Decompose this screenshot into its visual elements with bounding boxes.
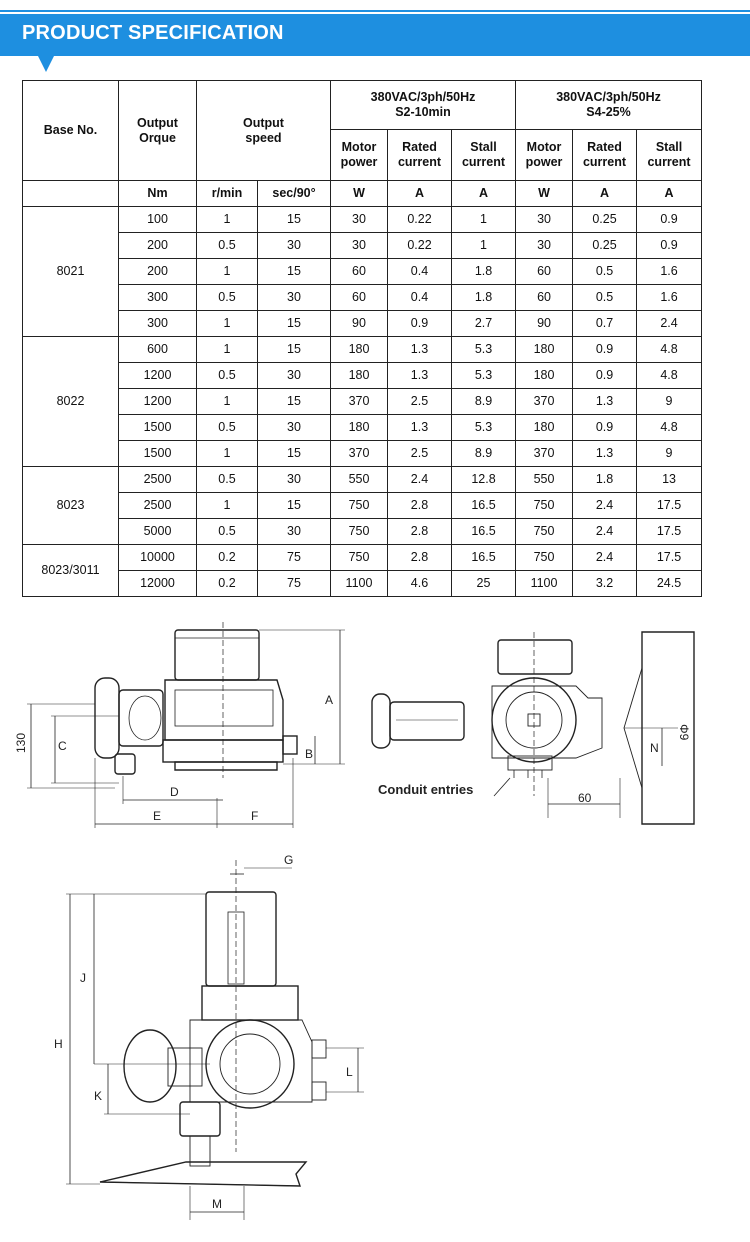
table-cell: 2.8 <box>388 493 452 519</box>
table-cell: 15 <box>258 493 331 519</box>
unit-cell: A <box>573 181 637 207</box>
table-cell: 0.22 <box>388 207 452 233</box>
dim-f-label: F <box>251 809 259 823</box>
table-cell: 2.7 <box>452 311 516 337</box>
table-cell: 1.8 <box>573 467 637 493</box>
table-cell: 1.6 <box>637 285 702 311</box>
unit-cell: sec/90° <box>258 181 331 207</box>
table-cell: 0.9 <box>573 337 637 363</box>
table-cell: 0.5 <box>197 519 258 545</box>
dim-m-label: M <box>212 1197 222 1211</box>
table-row <box>23 467 702 493</box>
table-cell: 15 <box>258 207 331 233</box>
table-cell: 25 <box>452 571 516 597</box>
table-cell: 15 <box>258 441 331 467</box>
table-cell: 180 <box>516 337 573 363</box>
table-cell: 2.5 <box>388 441 452 467</box>
table-cell: 0.9 <box>637 207 702 233</box>
table-cell: 13 <box>637 467 702 493</box>
unit-cell: A <box>637 181 702 207</box>
table-cell: 9 <box>637 441 702 467</box>
dim-b-label: B <box>305 747 314 761</box>
table-cell: 200 <box>119 259 197 285</box>
table-row <box>23 415 702 441</box>
units-cell-empty <box>23 181 119 207</box>
table-cell: 370 <box>331 389 388 415</box>
dim-60-label: 60 <box>578 791 592 805</box>
table-cell: 1 <box>197 259 258 285</box>
table-cell: 1 <box>197 337 258 363</box>
header-motor-power: Motor power <box>331 130 388 181</box>
dim-130-label: 130 <box>15 732 28 753</box>
table-cell: 15 <box>258 259 331 285</box>
side-view-drawing <box>15 618 355 836</box>
table-cell: 0.5 <box>197 363 258 389</box>
table-cell: 2.4 <box>388 467 452 493</box>
table-cell: 15 <box>258 389 331 415</box>
table-row <box>23 493 702 519</box>
header-motor-power: Motor power <box>516 130 573 181</box>
dim-j-label: J <box>80 971 86 985</box>
table-cell: 0.9 <box>573 363 637 389</box>
table-cell: 60 <box>516 259 573 285</box>
table-cell: 17.5 <box>637 493 702 519</box>
table-cell: 5.3 <box>452 363 516 389</box>
table-cell: 1.8 <box>452 285 516 311</box>
table-cell: 180 <box>516 415 573 441</box>
table-cell: 300 <box>119 285 197 311</box>
dim-phi-label: Φ9 <box>677 724 691 741</box>
table-cell: 1 <box>197 493 258 519</box>
table-cell: 550 <box>331 467 388 493</box>
table-cell: 0.7 <box>573 311 637 337</box>
table-cell: 0.9 <box>573 415 637 441</box>
spec-table <box>22 80 702 597</box>
table-cell: 60 <box>331 285 388 311</box>
table-cell: 5.3 <box>452 415 516 441</box>
table-cell: 4.8 <box>637 415 702 441</box>
table-cell: 75 <box>258 571 331 597</box>
base-no-cell: 8022 <box>23 337 119 467</box>
table-cell: 0.25 <box>573 207 637 233</box>
table-cell: 180 <box>331 337 388 363</box>
table-cell: 30 <box>516 207 573 233</box>
table-cell: 16.5 <box>452 545 516 571</box>
table-cell: 1.3 <box>388 363 452 389</box>
table-cell: 8.9 <box>452 441 516 467</box>
table-row <box>23 259 702 285</box>
table-cell: 750 <box>331 519 388 545</box>
dim-g-label: G <box>284 853 294 867</box>
table-row <box>23 545 702 571</box>
table-cell: 1200 <box>119 389 197 415</box>
table-cell: 750 <box>516 519 573 545</box>
table-cell: 370 <box>516 389 573 415</box>
dim-c-label: C <box>58 739 67 753</box>
table-cell: 1 <box>197 389 258 415</box>
table-row <box>23 363 702 389</box>
table-cell: 1500 <box>119 415 197 441</box>
table-cell: 1.3 <box>388 337 452 363</box>
table-cell: 75 <box>258 545 331 571</box>
section-title: PRODUCT SPECIFICATION <box>22 22 284 44</box>
table-cell: 30 <box>258 285 331 311</box>
table-cell: 1 <box>197 311 258 337</box>
dim-e-label: E <box>153 809 162 823</box>
table-cell: 370 <box>331 441 388 467</box>
banner-pointer <box>38 56 54 72</box>
table-cell: 30 <box>258 415 331 441</box>
table-cell: 0.5 <box>573 259 637 285</box>
table-cell: 180 <box>331 415 388 441</box>
table-row <box>23 285 702 311</box>
header-group-s4: 380VAC/3ph/50Hz S4-25% <box>516 81 702 130</box>
table-cell: 30 <box>258 363 331 389</box>
table-cell: 2.8 <box>388 545 452 571</box>
table-cell: 600 <box>119 337 197 363</box>
table-row <box>23 441 702 467</box>
table-row <box>23 389 702 415</box>
dim-k-label: K <box>94 1089 103 1103</box>
spec-table-body <box>23 207 702 597</box>
table-cell: 0.2 <box>197 571 258 597</box>
table-cell: 4.8 <box>637 363 702 389</box>
table-cell: 2.4 <box>573 519 637 545</box>
conduit-entries-label: Conduit entries <box>378 782 474 797</box>
table-cell: 30 <box>258 467 331 493</box>
header-rated-current: Rated current <box>573 130 637 181</box>
table-cell: 2.4 <box>637 311 702 337</box>
table-cell: 15 <box>258 311 331 337</box>
table-cell: 5000 <box>119 519 197 545</box>
unit-cell: W <box>516 181 573 207</box>
table-cell: 180 <box>331 363 388 389</box>
table-cell: 200 <box>119 233 197 259</box>
unit-cell: r/min <box>197 181 258 207</box>
table-cell: 1.6 <box>637 259 702 285</box>
table-cell: 12000 <box>119 571 197 597</box>
table-cell: 0.4 <box>388 259 452 285</box>
units-row <box>23 181 702 207</box>
table-cell: 3.2 <box>573 571 637 597</box>
dim-n-label: N <box>650 741 659 755</box>
table-cell: 0.5 <box>197 233 258 259</box>
base-no-cell: 8023 <box>23 467 119 545</box>
table-cell: 8.9 <box>452 389 516 415</box>
table-cell: 90 <box>331 311 388 337</box>
table-cell: 17.5 <box>637 519 702 545</box>
table-cell: 750 <box>516 493 573 519</box>
table-cell: 2.4 <box>573 493 637 519</box>
table-cell: 4.8 <box>637 337 702 363</box>
table-cell: 1 <box>452 233 516 259</box>
table-row <box>23 519 702 545</box>
table-cell: 750 <box>331 493 388 519</box>
table-cell: 1 <box>197 441 258 467</box>
dim-d-label: D <box>170 785 179 799</box>
table-cell: 30 <box>258 519 331 545</box>
table-row <box>23 233 702 259</box>
table-cell: 100 <box>119 207 197 233</box>
section-banner <box>0 14 750 56</box>
table-cell: 15 <box>258 337 331 363</box>
table-cell: 1200 <box>119 363 197 389</box>
table-cell: 4.6 <box>388 571 452 597</box>
table-cell: 30 <box>258 233 331 259</box>
table-cell: 370 <box>516 441 573 467</box>
table-cell: 1 <box>452 207 516 233</box>
table-cell: 1.3 <box>573 441 637 467</box>
table-cell: 30 <box>331 207 388 233</box>
table-cell: 24.5 <box>637 571 702 597</box>
table-cell: 2.8 <box>388 519 452 545</box>
table-cell: 12.8 <box>452 467 516 493</box>
table-cell: 10000 <box>119 545 197 571</box>
table-cell: 0.5 <box>197 467 258 493</box>
table-cell: 750 <box>331 545 388 571</box>
unit-cell: A <box>388 181 452 207</box>
unit-cell: W <box>331 181 388 207</box>
header-output-orque: Output Orque <box>119 81 197 181</box>
front-view-drawing <box>362 628 712 828</box>
table-cell: 17.5 <box>637 545 702 571</box>
table-cell: 90 <box>516 311 573 337</box>
table-cell: 750 <box>516 545 573 571</box>
table-cell: 300 <box>119 311 197 337</box>
table-cell: 0.5 <box>197 415 258 441</box>
dim-a-label: A <box>325 693 334 707</box>
table-row <box>23 207 702 233</box>
unit-cell: A <box>452 181 516 207</box>
table-cell: 0.2 <box>197 545 258 571</box>
table-cell: 1.3 <box>573 389 637 415</box>
table-cell: 16.5 <box>452 493 516 519</box>
table-cell: 5.3 <box>452 337 516 363</box>
dim-l-label: L <box>346 1065 353 1079</box>
header-base-no: Base No. <box>23 81 119 181</box>
table-row <box>23 571 702 597</box>
table-cell: 30 <box>516 233 573 259</box>
unit-cell: Nm <box>119 181 197 207</box>
table-cell: 16.5 <box>452 519 516 545</box>
table-cell: 0.22 <box>388 233 452 259</box>
table-cell: 0.5 <box>197 285 258 311</box>
base-no-cell: 8021 <box>23 207 119 337</box>
table-cell: 9 <box>637 389 702 415</box>
header-group-s2: 380VAC/3ph/50Hz S2-10min <box>331 81 516 130</box>
table-cell: 2500 <box>119 493 197 519</box>
top-view-drawing <box>40 852 380 1224</box>
table-cell: 1 <box>197 207 258 233</box>
header-stall-current: Stall current <box>452 130 516 181</box>
table-cell: 1500 <box>119 441 197 467</box>
table-cell: 180 <box>516 363 573 389</box>
table-cell: 0.5 <box>573 285 637 311</box>
base-no-cell: 8023/3011 <box>23 545 119 597</box>
table-cell: 60 <box>516 285 573 311</box>
table-cell: 1100 <box>331 571 388 597</box>
banner-top-line <box>0 10 750 12</box>
table-cell: 30 <box>331 233 388 259</box>
table-cell: 0.4 <box>388 285 452 311</box>
table-cell: 1.3 <box>388 415 452 441</box>
header-rated-current: Rated current <box>388 130 452 181</box>
header-output-speed: Output speed <box>197 81 331 181</box>
table-row <box>23 337 702 363</box>
table-cell: 550 <box>516 467 573 493</box>
table-cell: 2.5 <box>388 389 452 415</box>
table-row <box>23 311 702 337</box>
table-cell: 0.9 <box>388 311 452 337</box>
table-cell: 0.25 <box>573 233 637 259</box>
table-cell: 60 <box>331 259 388 285</box>
table-cell: 1.8 <box>452 259 516 285</box>
dim-h-label: H <box>54 1037 63 1051</box>
table-cell: 0.9 <box>637 233 702 259</box>
table-cell: 1100 <box>516 571 573 597</box>
table-cell: 2.4 <box>573 545 637 571</box>
table-cell: 2500 <box>119 467 197 493</box>
header-stall-current: Stall current <box>637 130 702 181</box>
